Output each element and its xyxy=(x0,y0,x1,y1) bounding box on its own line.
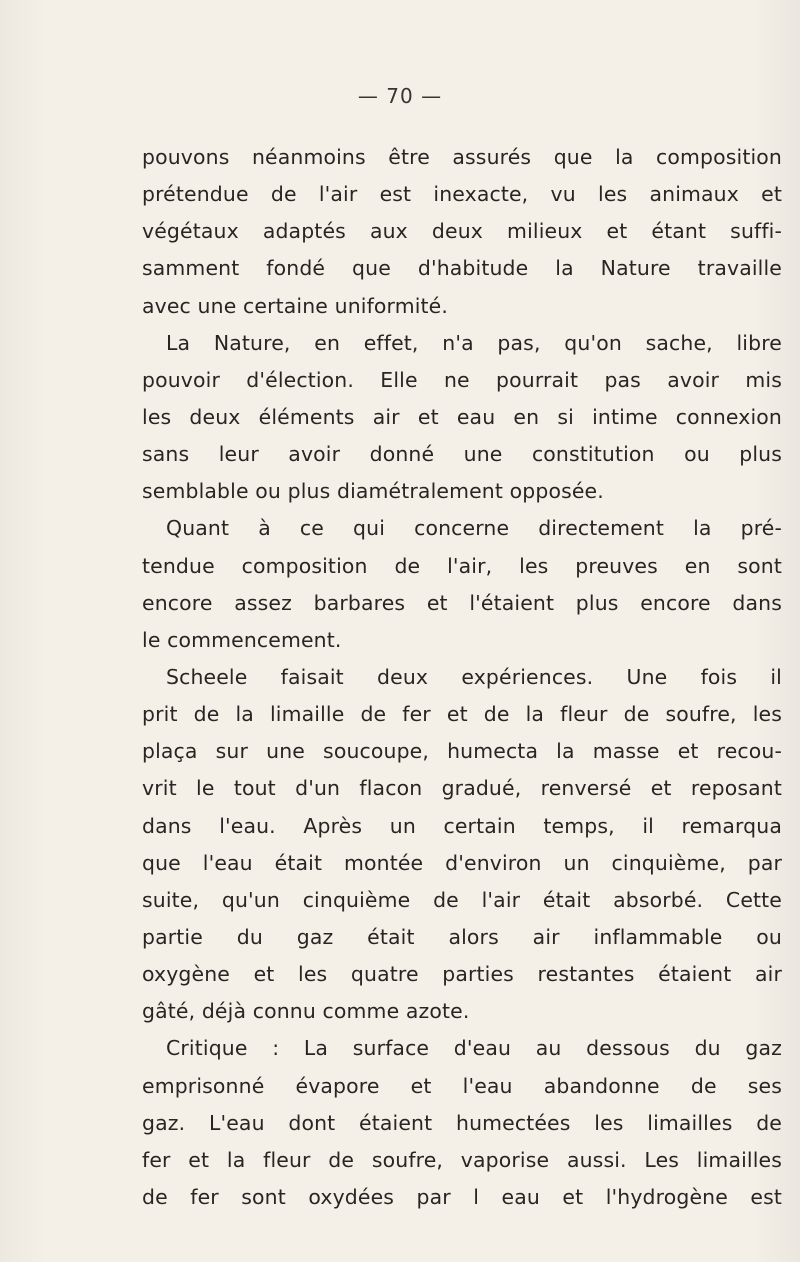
text-line: fer et la fleur de soufre, vaporise aussi. Les limailles xyxy=(142,1147,782,1172)
text-line: gâté, déjà connu comme azote. xyxy=(142,999,470,1024)
text-line: gaz. L'eau dont étaient humectées les limailles de xyxy=(142,1110,782,1135)
text-line: emprisonné évapore et l'eau abandonne de ses xyxy=(142,1073,782,1098)
text-line: prétendue de l'air est inexacte, vu les animaux et xyxy=(142,182,782,207)
text-line: samment fondé que d'habitude la Nature travaille xyxy=(142,256,782,281)
text-line: végétaux adaptés aux deux milieux et étant suffi- xyxy=(142,219,782,244)
text-line: La Nature, en effet, n'a pas, qu'on sache, libre xyxy=(166,330,782,355)
text-line: que l'eau était montée d'environ un cinquième, par xyxy=(142,850,782,875)
text-line: partie du gaz était alors air inflammable ou xyxy=(142,924,782,949)
text-line: Scheele faisait deux expériences. Une fois il xyxy=(166,664,782,689)
text-line: sans leur avoir donné une constitution ou plus xyxy=(142,442,782,467)
page-number: — 70 — xyxy=(357,84,443,108)
text-line: le commencement. xyxy=(142,627,342,652)
text-line: encore assez barbares et l'étaient plus encore dans xyxy=(142,590,782,615)
text-line: de fer sont oxydées par l eau et l'hydrogène est xyxy=(142,1184,782,1209)
body-text xyxy=(142,139,782,1216)
text-line: plaça sur une soucoupe, humecta la masse et recou- xyxy=(142,739,782,764)
text-line: Quant à ce qui concerne directement la pré- xyxy=(166,516,782,541)
text-line: vrit le tout d'un flacon gradué, renversé et reposant xyxy=(142,776,782,801)
text-line: prit de la limaille de fer et de la fleur de soufre, les xyxy=(142,702,782,727)
text-line: Critique : La surface d'eau au dessous du gaz xyxy=(166,1036,782,1061)
text-line: suite, qu'un cinquième de l'air était absorbé. Cette xyxy=(142,887,782,912)
text-line: pouvoir d'élection. Elle ne pourrait pas avoir mis xyxy=(142,367,782,392)
text-line: semblable ou plus diamétralement opposée. xyxy=(142,479,604,504)
text-line: avec une certaine uniformité. xyxy=(142,293,449,318)
text-line: oxygène et les quatre parties restantes étaient air xyxy=(142,962,782,987)
text-line: tendue composition de l'air, les preuves en sont xyxy=(142,553,782,578)
text-line: les deux éléments air et eau en si intime connexion xyxy=(142,404,782,429)
text-line: dans l'eau. Après un certain temps, il remarqua xyxy=(142,813,782,838)
text-line: pouvons néanmoins être assurés que la composition xyxy=(142,145,782,169)
